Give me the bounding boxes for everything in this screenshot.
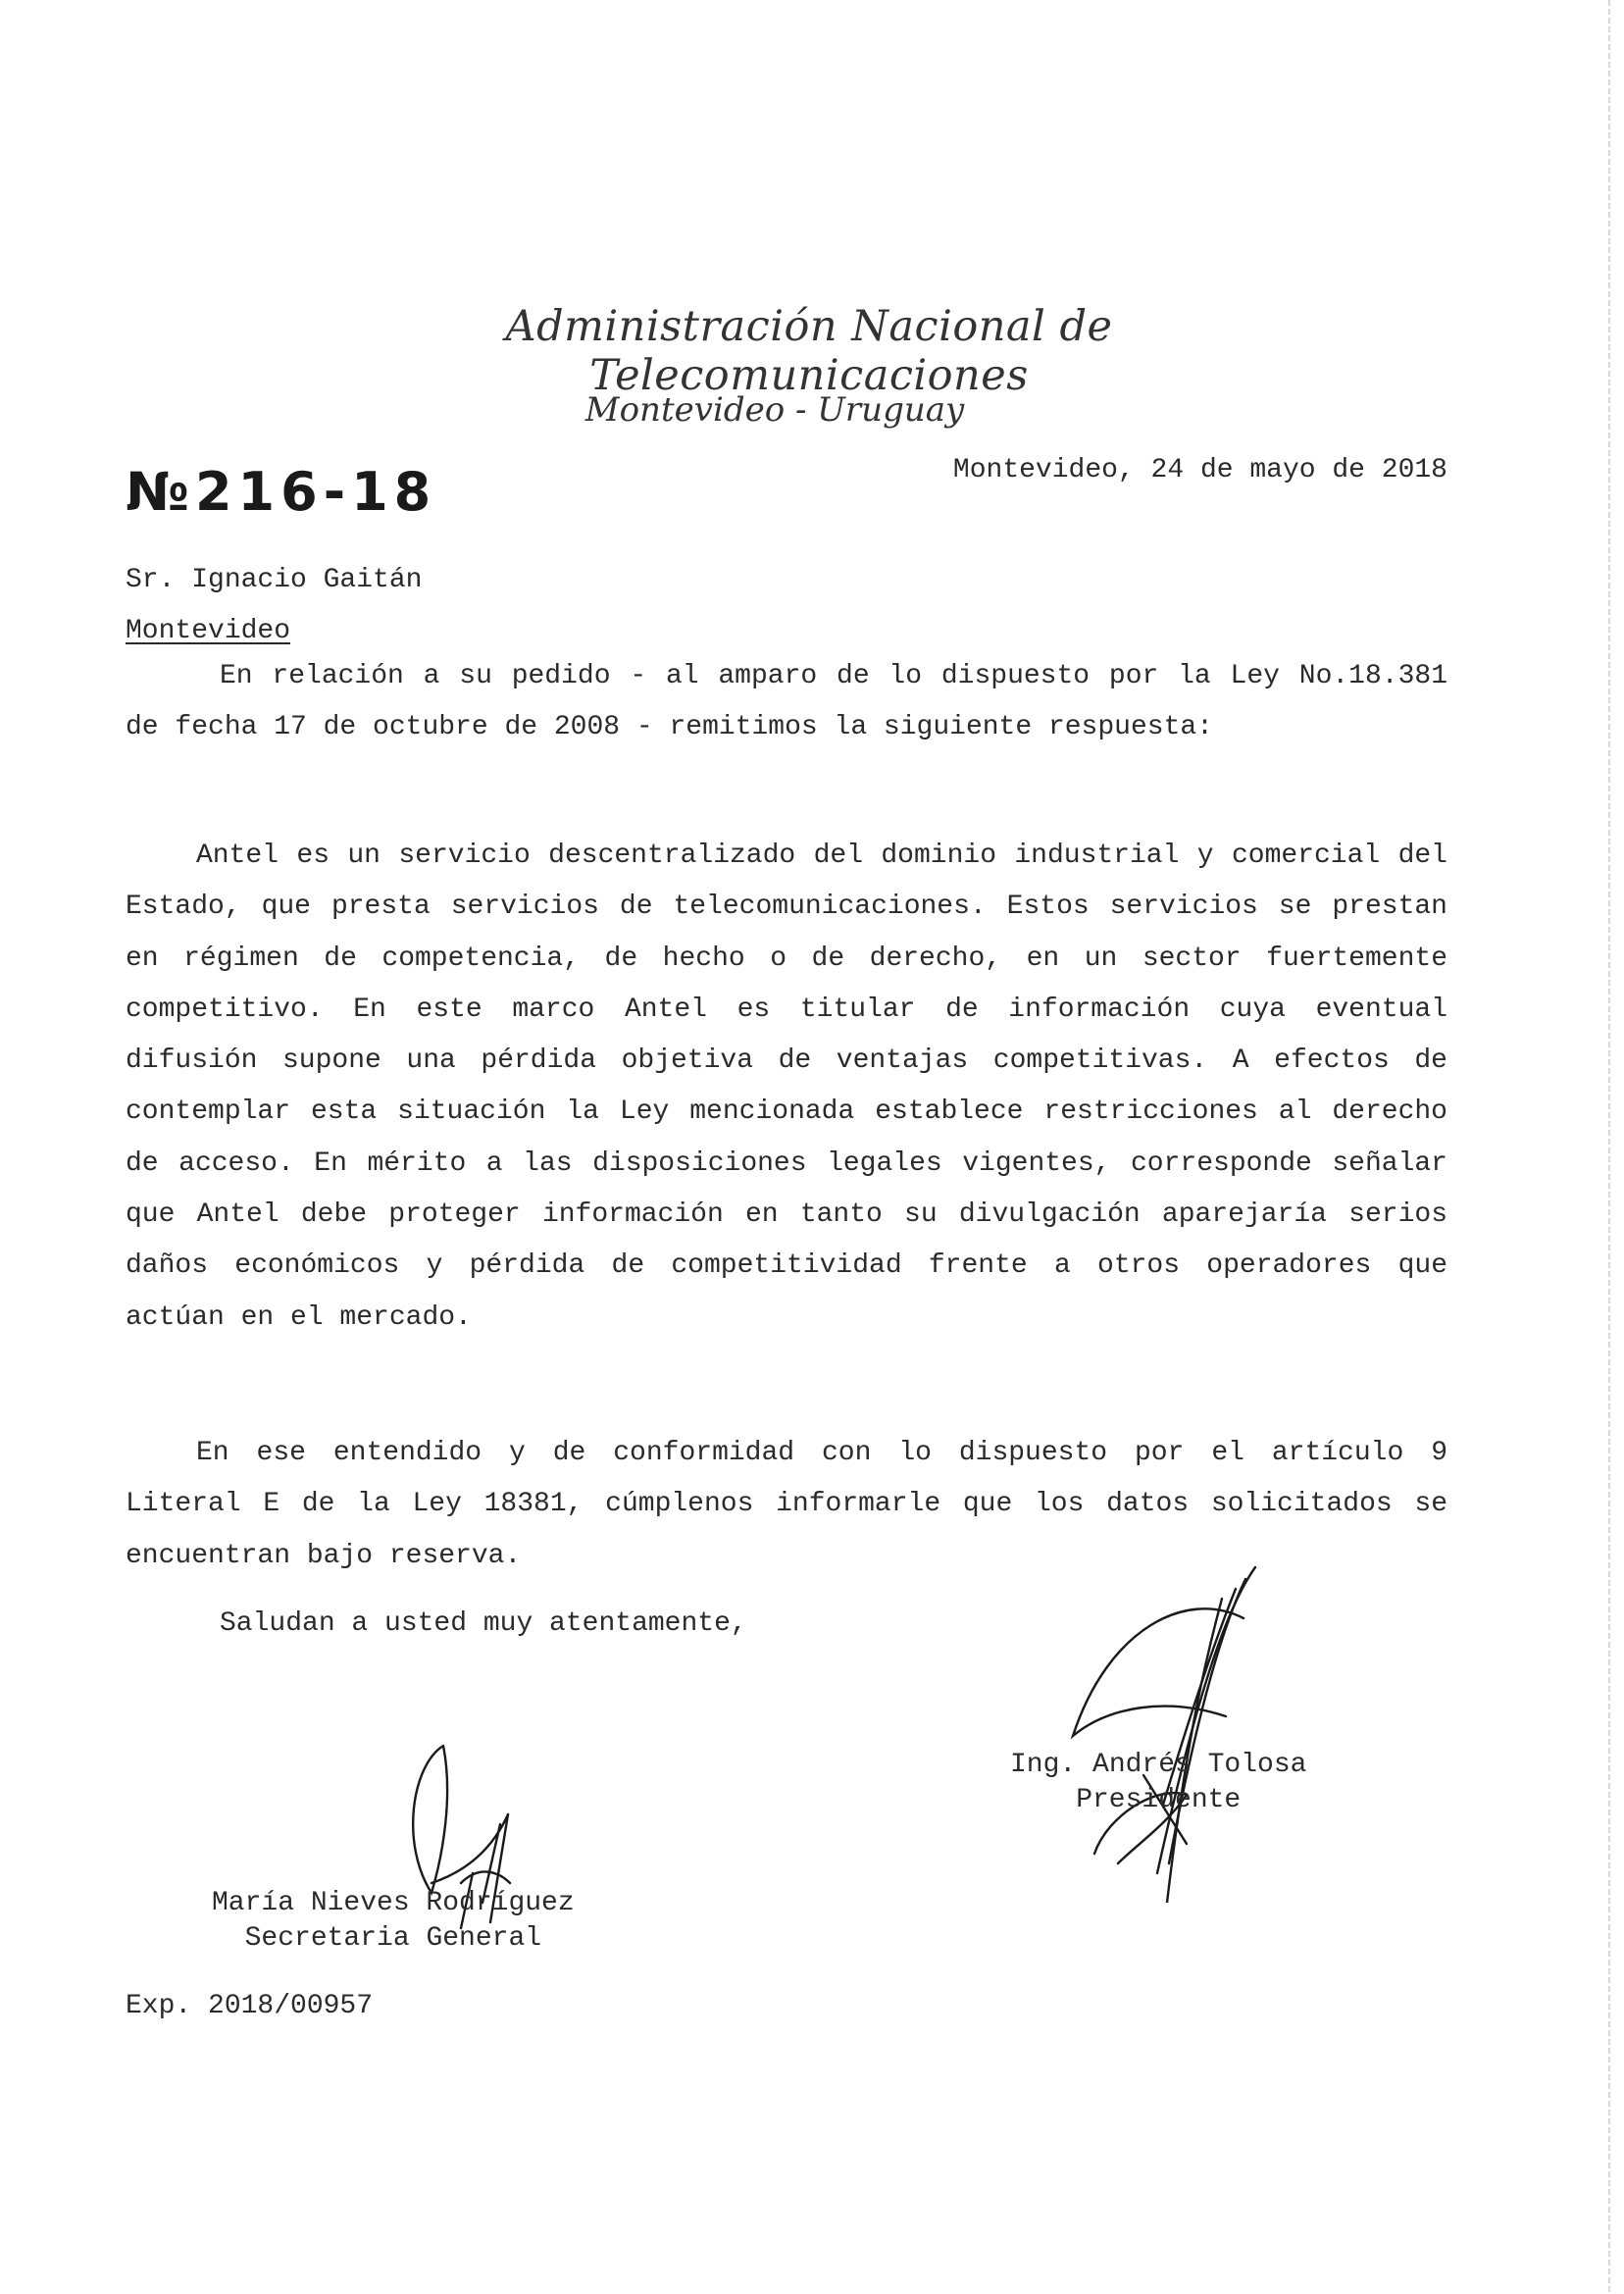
signatory-name-president: Ing. Andrés Tolosa <box>1010 1750 1307 1780</box>
paragraph-intro: En relación a su pedido - al amparo de lo dispuesto por la Ley No.18.381 de fecha 17 de octubre de 2008 - remitimos la siguiente respuesta: <box>126 661 1447 743</box>
signatory-title-secretary: Secretaria General <box>244 1923 542 1954</box>
file-reference: Exp. 2018/00957 <box>126 1991 374 2021</box>
date-line: Montevideo, 24 de mayo de 2018 <box>952 455 1447 485</box>
addressee-name: Sr. Ignacio Gaitán <box>126 565 423 595</box>
addressee-city: Montevideo <box>126 616 291 646</box>
signatory-block-president <box>1010 1748 1306 1818</box>
signatory-title-president: Presidente <box>1076 1785 1242 1815</box>
scan-edge-line <box>1608 0 1610 2294</box>
addressee-block <box>126 555 422 657</box>
paragraph-conclusion: En ese entendido y de conformidad con lo dispuesto por el artículo 9 Literal E de la Ley 18381, cúmplenos informarle que los datos solicitados se encuentran bajo reserva. <box>126 1438 1447 1571</box>
reference-number-stamp: №216-18 <box>126 461 437 523</box>
paragraph-main: Antel es un servicio descentralizado del dominio industrial y comercial del Estado, que presta servicios de telecomunicaciones. Estos servicios se prestan en régimen de competencia, de hecho o de derecho, en un sector fuertemente competitivo. En este marco Antel es titular de información cuya eventual difusión supone una pérdida objetiva de ventajas competitivas. A efectos de contemplar esta situación la Ley mencionada establece restricciones al derecho de acceso. En mérito a las disposiciones legales vigentes, corresponde señalar que Antel debe proteger información en tanto su divulgación aparejaría serios daños económicos y pérdida de competitividad frente a otros operadores que actúan en el mercado. <box>126 841 1447 1333</box>
closing-salutation: Saludan a usted muy atentamente, <box>220 1608 747 1639</box>
signatory-block-secretary <box>212 1886 575 1957</box>
letterhead-title: Administración Nacional de Telecomunicaciones <box>505 302 1113 400</box>
signature-president <box>1049 1550 1275 1903</box>
signatory-name-secretary: María Nieves Rodríguez <box>212 1888 575 1918</box>
letterhead-subtitle: Montevideo - Uruguay <box>584 390 965 430</box>
